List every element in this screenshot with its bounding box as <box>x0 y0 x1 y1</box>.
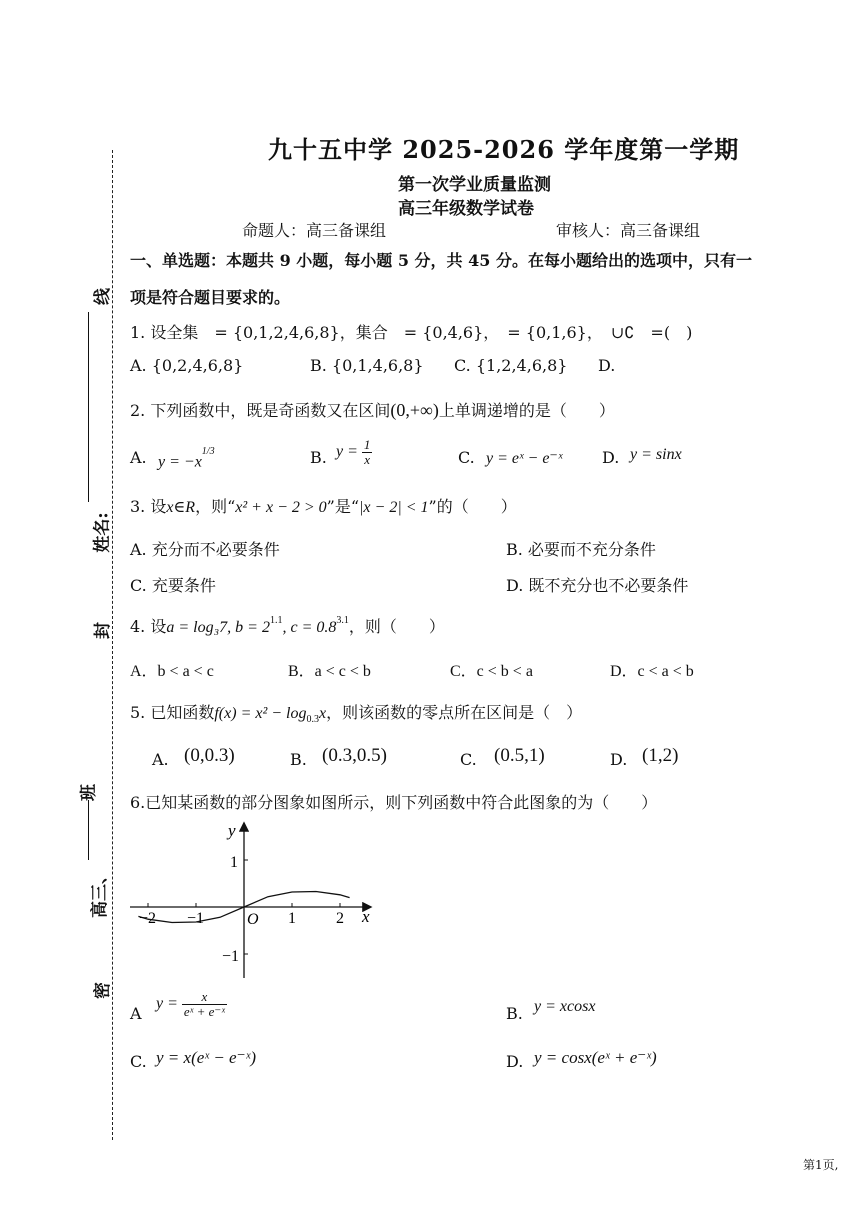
exam-title: 九十五中学 2025-2026 学年度第一学期 <box>268 135 740 164</box>
q6-option-b-label: B. <box>506 1004 523 1023</box>
q2-option-a-label: A. <box>130 448 147 467</box>
graph-y-tick-1: 1 <box>230 854 238 871</box>
q5-math: f(x) = x² − log <box>214 705 307 722</box>
q5-option-c-value: (0.5,1) <box>494 745 545 766</box>
q6-option-c-math: y = x(eˣ − e⁻ˣ) <box>156 1048 257 1067</box>
graph-x-tick-label: −2 <box>139 910 157 927</box>
q2-option-c-label: C. <box>458 448 475 467</box>
q4-option-b: B．a < c < b <box>288 663 371 680</box>
binding-mi: 密 <box>93 982 113 999</box>
q3-option-d: D. 既不充分也不必要条件 <box>506 576 689 595</box>
q3-option-c: C. 充要条件 <box>130 576 216 595</box>
q1-option-a: A. {0,2,4,6,8} <box>130 356 244 375</box>
q6-function-graph <box>126 818 376 983</box>
binding-ban: 班 <box>79 784 99 801</box>
q2-interval: (0,+∞) <box>390 400 439 420</box>
q4-option-a: A．b < a < c <box>130 663 214 680</box>
q1-option-c: C. {1,2,4,6,8} <box>454 356 568 375</box>
q5-stem: 5. 已知函数$f(x) = x^2 - \log_{0.3}x$，则该函数的零点所在区间是（ ） <box>130 703 583 726</box>
q6-option-a-label: A <box>130 1004 142 1023</box>
q6-option-a-fraction: $\frac{x}{\text{eˣ + e⁻ˣ}}$ <box>183 989 225 1019</box>
binding-feng: 封 <box>93 622 113 639</box>
q6-option-a-math: y = $\frac{x}{\text{eˣ + e⁻ˣ}}$ <box>156 989 225 1019</box>
q6-option-c-label: C. <box>130 1052 147 1071</box>
q6-option-d-label: D. <box>506 1052 524 1071</box>
q3-inequality-1: x² + x − 2 > 0 <box>235 499 327 516</box>
q2-option-c-math: y = eˣ − e⁻ˣ <box>486 450 563 467</box>
exam-subtitle-2: 高三年级数学试卷 <box>398 199 534 219</box>
q5-option-d-label: D. <box>610 750 628 769</box>
graph-x-tick-label: 1 <box>288 910 296 927</box>
binding-grade: 高三、 <box>90 867 110 918</box>
q1-option-b: B. {0,1,4,6,8} <box>310 356 424 375</box>
graph-x-label: x <box>362 907 370 926</box>
q5-option-b-value: (0.3,0.5) <box>322 745 387 766</box>
q2-stem-pre: 2. 下列函数中，既是奇函数又在区间 <box>130 401 391 420</box>
q2-stem-post: 上单调递增的是（ ） <box>438 401 615 420</box>
q6-option-b-math: y = xcosx <box>534 998 596 1015</box>
q2-option-a-math: $y = -x^{1/3}$ <box>158 446 215 471</box>
q5-option-a-value: (0,0.3) <box>184 745 235 766</box>
q4-option-c: C．c < b < a <box>450 663 533 680</box>
q5-option-d-value: (1,2) <box>642 745 679 766</box>
q4-math: a = log₃7, b = 2 <box>166 619 270 636</box>
q1-option-d: D. <box>598 356 616 375</box>
q2-stem <box>130 398 615 421</box>
q5-option-b-label: B. <box>290 750 307 769</box>
q3-option-a: A. 充分而不必要条件 <box>130 540 280 559</box>
section-heading-line2: 项是符合题目要求的。 <box>130 288 291 307</box>
q4-option-d: D．c < a < b <box>610 663 694 680</box>
graph-x-tick-label: −1 <box>187 910 205 927</box>
graph-y-tick-neg1: −1 <box>222 948 240 965</box>
q4-stem: 4. 设a = log₃7, $b = 2^{1.1}$, $c = 0.8^{3.1}$，则（ ） <box>130 614 445 636</box>
q3-inequality-2: |x − 2| < 1 <box>359 499 429 516</box>
q3-stem: 3. 设x∈R，则“x² + x − 2 > 0”是“|x − 2| < 1”的（ ） <box>130 497 517 516</box>
q2-option-d-label: D. <box>602 448 620 467</box>
binding-name-label: 姓名: <box>92 512 113 553</box>
q2-option-d-math: y = sinx <box>630 446 682 463</box>
q6-stem: 6.已知某函数的部分图象如图所示，则下列函数中符合此图象的为（ ） <box>130 793 658 812</box>
graph-x-tick-label: 2 <box>336 910 344 927</box>
page-number: 第1页, <box>803 1158 839 1172</box>
exam-author: 命题人：高三备课组 <box>242 221 387 240</box>
q1-stem: 1. 设全集 = {0,1,2,4,6,8}，集合 = {0,4,6}， = {0,1,6}， ∪∁ =( ) <box>130 323 693 342</box>
q2-option-b-math: y = $\frac{1}{x}$ <box>336 437 371 467</box>
q2-option-b-label: B. <box>310 448 327 467</box>
q4-exponent-1: 1.1 <box>269 614 283 626</box>
q2-option-a-exponent: 1/3 <box>201 446 215 457</box>
q5-log-base: 0.3 <box>306 714 319 726</box>
graph-y-label: y <box>228 821 236 840</box>
exam-reviewer: 审核人：高三备课组 <box>556 221 701 240</box>
exam-subtitle-1: 第一次学业质量监测 <box>398 175 551 195</box>
q6-option-d-math: y = cosx(eˣ + e⁻ˣ) <box>534 1048 657 1067</box>
name-underline <box>88 312 89 502</box>
binding-xian: 线 <box>93 288 113 305</box>
q5-option-c-label: C. <box>460 750 477 769</box>
graph-origin-label: O <box>247 911 259 928</box>
q3-condition: x∈R <box>166 499 196 516</box>
q5-option-a-label: A. <box>152 750 169 769</box>
q3-option-b: B. 必要而不充分条件 <box>506 540 656 559</box>
q4-exponent-2: 3.1 <box>336 614 349 626</box>
q2-option-b-fraction: $\frac{1}{x}$ <box>363 437 371 467</box>
class-underline <box>88 800 89 860</box>
section-heading-line1: 一、单选题：本题共 9 小题，每小题 5 分，共 45 分。在每小题给出的选项中，只有一 <box>130 251 752 270</box>
